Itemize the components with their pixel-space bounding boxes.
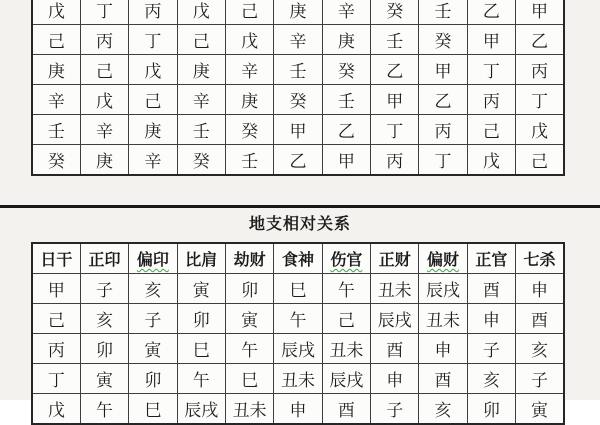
branch-cell: 午 [322, 274, 370, 304]
section-title: 地支相对关系 [248, 216, 351, 233]
table-row [32, 85, 564, 115]
stem-cell: 乙 [467, 0, 515, 25]
branch-header-cell: 伤官 [322, 243, 370, 274]
branch-header-cell: 正官 [467, 243, 515, 274]
branch-cell: 丑未 [225, 394, 273, 425]
stem-cell: 庚 [80, 145, 128, 176]
stem-cell: 癸 [274, 85, 322, 115]
branch-cell: 巳 [177, 334, 225, 364]
branch-header-cell: 劫财 [225, 243, 273, 274]
branch-cell: 卯 [177, 304, 225, 334]
branch-cell: 巳 [274, 274, 322, 304]
table-row [32, 274, 564, 304]
branch-cell: 寅 [516, 394, 564, 425]
branch-cell: 己 [322, 304, 370, 334]
branch-cell: 卯 [129, 364, 177, 394]
heavenly-stems-relations-table [31, 0, 565, 176]
stem-cell: 己 [225, 0, 273, 25]
branch-cell: 子 [516, 364, 564, 394]
stem-cell: 辛 [177, 85, 225, 115]
branch-cell: 申 [419, 334, 467, 364]
branch-cell: 巳 [129, 394, 177, 425]
branch-cell: 酉 [467, 274, 515, 304]
branch-cell: 亥 [419, 394, 467, 425]
stem-cell: 己 [80, 55, 128, 85]
branch-cell: 辰戌 [419, 274, 467, 304]
table-row [32, 334, 564, 364]
stem-cell: 癸 [32, 145, 80, 176]
stem-cell: 己 [129, 85, 177, 115]
branch-header-cell: 食神 [274, 243, 322, 274]
stem-cell: 丙 [419, 115, 467, 145]
branch-header-cell: 正财 [371, 243, 419, 274]
branch-cell: 寅 [225, 304, 273, 334]
stem-cell: 辛 [32, 85, 80, 115]
branch-cell: 丑未 [274, 364, 322, 394]
branch-cell: 子 [467, 334, 515, 364]
branch-cell: 午 [225, 334, 273, 364]
stem-cell: 丙 [516, 55, 564, 85]
stem-cell: 壬 [322, 85, 370, 115]
branch-cell: 亥 [516, 334, 564, 364]
stem-cell: 辛 [129, 145, 177, 176]
branch-cell: 亥 [129, 274, 177, 304]
stem-cell: 戊 [467, 145, 515, 176]
table-row [32, 364, 564, 394]
stem-cell: 辛 [274, 25, 322, 55]
stem-cell: 乙 [371, 55, 419, 85]
branch-cell: 丁 [32, 364, 80, 394]
branch-cell: 辰戌 [322, 364, 370, 394]
stem-cell: 丙 [371, 145, 419, 176]
branch-cell: 子 [80, 274, 128, 304]
branch-header-cell: 比肩 [177, 243, 225, 274]
stem-cell: 己 [177, 25, 225, 55]
stem-cell: 乙 [419, 85, 467, 115]
table-row [32, 145, 564, 176]
table-row [32, 0, 564, 25]
branch-cell: 午 [80, 394, 128, 425]
earthly-branches-table-wrap [31, 242, 565, 425]
branch-cell: 寅 [129, 334, 177, 364]
table-row [32, 115, 564, 145]
branch-cell: 酉 [371, 334, 419, 364]
stem-cell: 戊 [129, 55, 177, 85]
branch-cell: 丙 [32, 334, 80, 364]
stem-cell: 戊 [80, 85, 128, 115]
branch-cell: 申 [467, 304, 515, 334]
branch-cell: 巳 [225, 364, 273, 394]
stem-cell: 辛 [322, 0, 370, 25]
stem-cell: 癸 [371, 0, 419, 25]
branch-cell: 辰戌 [371, 304, 419, 334]
branch-header-cell: 日干 [32, 243, 80, 274]
stem-cell: 庚 [274, 0, 322, 25]
heavenly-stems-table-wrap [31, 0, 565, 176]
stem-cell: 癸 [225, 115, 273, 145]
stem-cell: 丙 [80, 25, 128, 55]
stem-cell: 己 [467, 115, 515, 145]
branch-cell: 申 [371, 364, 419, 394]
earthly-branches-relations-table [31, 242, 565, 425]
stem-cell: 壬 [274, 55, 322, 85]
table-row [32, 55, 564, 85]
stem-cell: 丁 [371, 115, 419, 145]
branch-cell: 寅 [80, 364, 128, 394]
table-row [32, 394, 564, 425]
branch-cell: 卯 [225, 274, 273, 304]
branch-cell: 酉 [516, 304, 564, 334]
stem-cell: 辛 [80, 115, 128, 145]
branch-cell: 申 [516, 274, 564, 304]
branch-cell: 辰戌 [177, 394, 225, 425]
branch-cell: 丑未 [371, 274, 419, 304]
branch-cell: 甲 [32, 274, 80, 304]
table-row [32, 304, 564, 334]
stem-cell: 甲 [419, 55, 467, 85]
section-divider-line [0, 205, 600, 208]
branch-cell: 丑未 [322, 334, 370, 364]
stem-cell: 乙 [516, 25, 564, 55]
branch-header-cell: 正印 [80, 243, 128, 274]
branch-cell: 子 [371, 394, 419, 425]
stem-cell: 甲 [371, 85, 419, 115]
stem-cell: 丁 [467, 55, 515, 85]
branch-cell: 卯 [80, 334, 128, 364]
stem-cell: 甲 [516, 0, 564, 25]
stem-cell: 己 [32, 25, 80, 55]
branch-cell: 卯 [467, 394, 515, 425]
stem-cell: 己 [516, 145, 564, 176]
branch-cell: 亥 [80, 304, 128, 334]
stem-cell: 丙 [129, 0, 177, 25]
branch-cell: 丑未 [419, 304, 467, 334]
stem-cell: 庚 [129, 115, 177, 145]
stem-cell: 庚 [225, 85, 273, 115]
stem-cell: 壬 [32, 115, 80, 145]
stem-cell: 丁 [516, 85, 564, 115]
stem-cell: 癸 [419, 25, 467, 55]
stem-cell: 庚 [322, 25, 370, 55]
stem-cell: 壬 [371, 25, 419, 55]
branch-cell: 己 [32, 304, 80, 334]
branch-cell: 午 [177, 364, 225, 394]
branch-header-cell: 七杀 [516, 243, 564, 274]
stem-cell: 甲 [467, 25, 515, 55]
stem-cell: 癸 [322, 55, 370, 85]
branch-cell: 酉 [322, 394, 370, 425]
stem-cell: 辛 [225, 55, 273, 85]
stem-cell: 庚 [32, 55, 80, 85]
stem-cell: 丁 [80, 0, 128, 25]
branch-cell: 午 [274, 304, 322, 334]
stem-cell: 戊 [225, 25, 273, 55]
stem-cell: 戊 [516, 115, 564, 145]
stem-cell: 庚 [177, 55, 225, 85]
branch-header-cell: 偏印 [129, 243, 177, 274]
stem-cell: 甲 [322, 145, 370, 176]
stem-cell: 壬 [419, 0, 467, 25]
stem-cell: 壬 [177, 115, 225, 145]
branch-cell: 酉 [419, 364, 467, 394]
stem-cell: 癸 [177, 145, 225, 176]
stem-cell: 丁 [419, 145, 467, 176]
branch-cell: 寅 [177, 274, 225, 304]
branch-header-cell: 偏财 [419, 243, 467, 274]
stem-cell: 丁 [129, 25, 177, 55]
branch-cell: 辰戌 [274, 334, 322, 364]
stem-cell: 戊 [177, 0, 225, 25]
table-row [32, 25, 564, 55]
stem-cell: 戊 [32, 0, 80, 25]
stem-cell: 壬 [225, 145, 273, 176]
stem-cell: 乙 [322, 115, 370, 145]
branch-cell: 子 [129, 304, 177, 334]
stem-cell: 乙 [274, 145, 322, 176]
branch-cell: 申 [274, 394, 322, 425]
header-row [32, 243, 564, 274]
stem-cell: 甲 [274, 115, 322, 145]
stem-cell: 丙 [467, 85, 515, 115]
branch-cell: 亥 [467, 364, 515, 394]
branch-cell: 戊 [32, 394, 80, 425]
